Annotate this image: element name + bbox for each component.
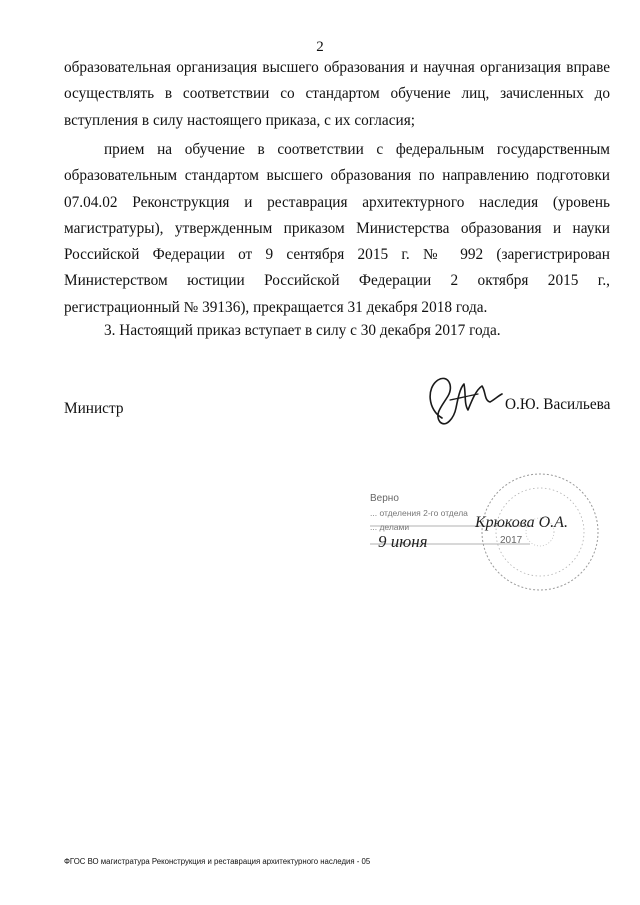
signer-name: О.Ю. Васильева (505, 396, 611, 413)
certification-line-1: ... отделения 2-го отдела (370, 508, 468, 518)
signature-block (0, 370, 640, 450)
paragraph-admission-termination: прием на обучение в соответствии с федеральным государственным образовательным стандартом высшего образования по направлению подготовки 07.04.02 Реконструкция и реставрация архитектурного наследия (уровень магистратуры), утвержденным приказом Министерства образования и науки Российской Федерации от 9 сентября 2015 г. № 992 (зарегистрирован Министерством юстиции Российской Федерации 2 октября 2015 г., регистрационный № 39136), прекращается 31 декабря 2018 года. (64, 141, 610, 316)
handwritten-certifier-name: Крюкова О.А. (475, 514, 568, 531)
signer-title: Министр (64, 400, 124, 417)
certification-year: 2017 (500, 535, 523, 546)
paragraph-continuation: образовательная организация высшего образования и научная организация вправе осуществлять в соответствии со стандартом обучение лиц, зачисленных до вступления в силу настоящего приказа, с их согласия; (64, 59, 610, 129)
certification-stamp (360, 470, 610, 600)
paragraph-effective-date: 3. Настоящий приказ вступает в силу с 30 декабря 2017 года. (104, 322, 501, 339)
certification-label: Верно (370, 493, 399, 504)
handwritten-date: 9 июня (378, 532, 428, 551)
certification-line-2: ... делами (370, 522, 410, 532)
footer-document-code: ФГОС ВО магистратура Реконструкция и реставрация архитектурного наследия - 05 (64, 857, 371, 866)
handwritten-signature (420, 370, 505, 430)
page-number: 2 (316, 39, 324, 55)
